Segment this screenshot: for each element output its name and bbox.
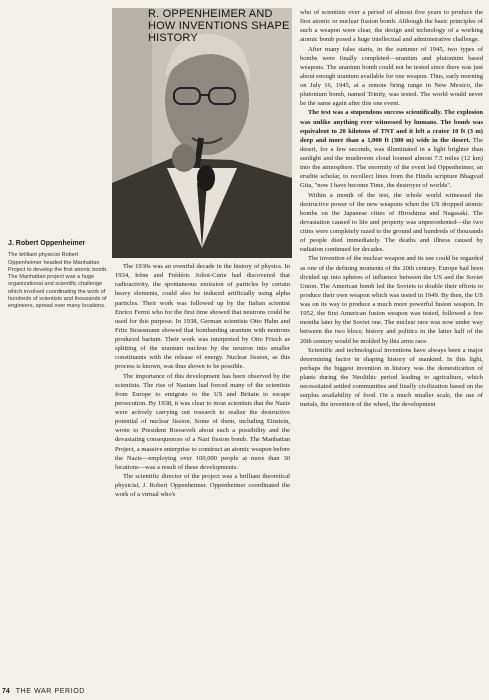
photo-caption [8, 240, 108, 311]
oppenheimer-portrait [112, 8, 292, 258]
running-title: THE WAR PERIOD [15, 688, 85, 695]
paragraph: who of scientists over a period of almost five years to produce the first atomic or nuclear fission bomb. Although the basic principles of such a weapon were clear, the design and technology of a working atomic bomb posed a huge intellectual and administrative challenge. [300, 9, 483, 44]
article-headline: R. OPPENHEIMER AND HOW INVENTIONS SHAPE HISTORY [148, 8, 290, 44]
paragraph: The scientific director of the project was a brilliant theoretical physicist, J. Robert Oppenheimer. Oppenheimer coordinated the work of a virtual who's [115, 472, 290, 499]
page-footer [2, 688, 85, 695]
paragraph-mixed [300, 108, 483, 190]
paragraph: The invention of the nuclear weapon and its use could be regarded as one of the defining moments of the 20th century. Europe had been divided up into spheres of influence between the US and the Soviet Union. The American bomb led the Soviets to double their efforts to produce their own weapon which was tested in 1949. By then, the US was on its way to produce a much more powerful fusion weapon. In 1952, the first American fusion weapon was tested, followed a few months later by the Soviet one. The nuclear race was now under way between the two blocs; history and politics in the latter half of the 20th century would be molded by this arms race. [300, 255, 483, 345]
page-number: 74 [2, 688, 10, 695]
paragraph: After many false starts, in the summer of 1945, two types of bombs were finally completed—uranium and plutonium based weapons. The uranium bomb could not be tested since there was just about enough uranium available for one weapon. Thus, early morning on July 16, 1945, at a remote firing range in New Mexico, the plutonium bomb, named Trinity, was tested. The world would never be the same again after this one event. [300, 45, 483, 108]
caption-title: J. Robert Oppenheimer [8, 240, 86, 247]
article-column-right [300, 8, 483, 410]
portrait-photo-icon [112, 8, 292, 258]
paragraph: The 1930s was an eventful decade in the history of physics. In 1934, Irène and Frédéric Joliot-Curie had discovered that radioactivity, the spontaneous emission of particles by certain heavy elements, could also be induced artificially using alpha particles. Their work was followed up by the Italian scientist Enrico Fermi who for the first time showed that neutrons could be used for this purpose. In 1938, German scientists Otto Hahn and Fritz Strassmann showed that bombarding uranium with neutrons produced barium. Their work was interpreted by Otto Frisch as splitting of the uranium nucleus by the neutron into smaller constituents with the release of energy. Nuclear fission, as this process is known, was thus shown to be possible. [115, 263, 290, 371]
article-column-left [115, 262, 290, 499]
paragraph: The importance of this development has been observed by the scientists. The rise of Nazism had forced many of the scientists from Europe to emigrate to the US and Britain to escape persecution. By 1938, it was clear to most scientists that the Nazis were actively carrying out research to realize the destructive potential of nuclear fission. Some of them, including Einstein, wrote to President Roosevelt about such a possibility and the devastating consequences of a Nazi fission bomb. The Manhattan Project, a massive enterprise to construct an atomic weapon before the Nazis—employing over 100,000 people at more than 30 locations—was a result of these developments. [115, 372, 290, 471]
bold-text: The test was a stupendous success scientifically. The explosion was unlike anything ever witnessed by humans. The bomb was equivalent to 20 kilotons of TNT and it left a crater 10 ft (3 m) deep and more than a 1,000 ft (300 m) wide in the desert. [300, 109, 483, 144]
paragraph-text: The desert, for a few seconds, was illuminated in a light brighter than sunlight and the mushroom cloud loomed almost 7.5 miles (12 km) into the atmosphere. The enormity of the event led Oppenheimer, an erudite scholar, to recollect lines from the Hindu scripture Bhagvad Gita, "now I have become Time, the destroyer of worlds". [300, 136, 483, 190]
paragraph: Scientific and technological inventions have always been a major determining factor in shaping history of mankind. In this light, perhaps the biggest invention in history was the domestication of plants during the Neolithic period leading to agriculture, which necessitated settled communities and finally civilization based on the surplus availability of food. On a much smaller scale, the use of metals, the invention of the wheel, the development [300, 346, 483, 409]
caption-body: The brilliant physicist Robert Oppenheimer headed the Manhattan Project to develop the first atomic bomb. The Manhattan project was a huge organizational and scientific challenge which involved coordinating the work of hundreds of scientists and thousands of engineers, spread over many locations. [8, 252, 108, 310]
paragraph: Within a month of the test, the whole world witnessed the destructive power of the new weapons when the US dropped atomic bombs on the Japanese cities of Hiroshima and Nagasaki. The devastation caused to life and property was unprecedented—the two cities were completely razed to the ground and hundreds of thousands of people died immediately. The deaths and illness caused by radiation continued for decades. [300, 191, 483, 254]
